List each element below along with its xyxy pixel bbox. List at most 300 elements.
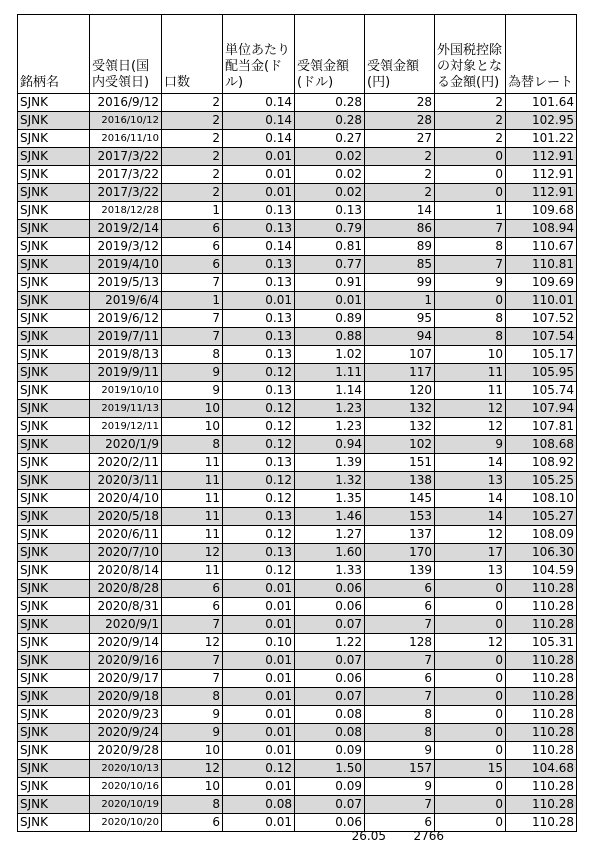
ticker-cell: SJNK bbox=[18, 472, 90, 490]
amount-yen-cell: 170 bbox=[365, 544, 435, 562]
ticker-cell: SJNK bbox=[18, 274, 90, 292]
rate-cell: 110.28 bbox=[506, 598, 577, 616]
shares-cell: 10 bbox=[162, 778, 223, 796]
amount-dollar-cell: 0.89 bbox=[295, 310, 365, 328]
amount-dollar-cell: 1.33 bbox=[295, 562, 365, 580]
amount-dollar-cell: 0.07 bbox=[295, 688, 365, 706]
header-row bbox=[18, 15, 577, 94]
ticker-cell: SJNK bbox=[18, 148, 90, 166]
table-row bbox=[18, 580, 577, 598]
rate-cell: 105.74 bbox=[506, 382, 577, 400]
tax-credit-cell: 12 bbox=[435, 400, 506, 418]
amount-dollar-cell: 0.88 bbox=[295, 328, 365, 346]
ticker-cell: SJNK bbox=[18, 778, 90, 796]
ticker-cell: SJNK bbox=[18, 688, 90, 706]
rate-cell: 110.28 bbox=[506, 652, 577, 670]
dividend-cell: 0.01 bbox=[223, 814, 295, 832]
dividend-table bbox=[17, 14, 577, 832]
tax-credit-cell: 0 bbox=[435, 148, 506, 166]
amount-dollar-cell: 1.22 bbox=[295, 634, 365, 652]
table-row bbox=[18, 112, 577, 130]
date-cell: 2019/6/4 bbox=[90, 292, 162, 310]
rate-cell: 104.68 bbox=[506, 760, 577, 778]
shares-cell: 2 bbox=[162, 184, 223, 202]
dividend-cell: 0.12 bbox=[223, 490, 295, 508]
header-exchange-rate: 為替レート bbox=[506, 15, 577, 94]
ticker-cell: SJNK bbox=[18, 364, 90, 382]
table-row bbox=[18, 148, 577, 166]
dividend-cell: 0.01 bbox=[223, 616, 295, 634]
amount-yen-cell: 117 bbox=[365, 364, 435, 382]
amount-yen-cell: 145 bbox=[365, 490, 435, 508]
tax-credit-cell: 9 bbox=[435, 274, 506, 292]
amount-yen-cell: 27 bbox=[365, 130, 435, 148]
table-row bbox=[18, 436, 577, 454]
tax-credit-cell: 8 bbox=[435, 310, 506, 328]
dividend-cell: 0.13 bbox=[223, 220, 295, 238]
date-cell: 2020/9/17 bbox=[90, 670, 162, 688]
amount-yen-cell: 2 bbox=[365, 148, 435, 166]
tax-credit-cell: 0 bbox=[435, 688, 506, 706]
tax-credit-cell: 0 bbox=[435, 616, 506, 634]
shares-cell: 7 bbox=[162, 616, 223, 634]
tax-credit-cell: 11 bbox=[435, 382, 506, 400]
table-row bbox=[18, 706, 577, 724]
date-cell: 2019/7/11 bbox=[90, 328, 162, 346]
amount-yen-cell: 107 bbox=[365, 346, 435, 364]
amount-yen-cell: 89 bbox=[365, 238, 435, 256]
amount-yen-cell: 120 bbox=[365, 382, 435, 400]
date-cell: 2020/10/20 bbox=[90, 814, 162, 832]
shares-cell: 6 bbox=[162, 256, 223, 274]
date-cell: 2020/3/11 bbox=[90, 472, 162, 490]
date-cell: 2018/12/28 bbox=[90, 202, 162, 220]
dividend-cell: 0.14 bbox=[223, 130, 295, 148]
ticker-cell: SJNK bbox=[18, 742, 90, 760]
rate-cell: 109.68 bbox=[506, 202, 577, 220]
date-cell: 2016/9/12 bbox=[90, 94, 162, 112]
ticker-cell: SJNK bbox=[18, 292, 90, 310]
header-dividend-per-share: 単位あたり配当金(ドル) bbox=[223, 15, 295, 94]
dividend-cell: 0.12 bbox=[223, 760, 295, 778]
amount-dollar-cell: 1.50 bbox=[295, 760, 365, 778]
ticker-cell: SJNK bbox=[18, 166, 90, 184]
ticker-cell: SJNK bbox=[18, 796, 90, 814]
shares-cell: 7 bbox=[162, 310, 223, 328]
date-cell: 2020/10/13 bbox=[90, 760, 162, 778]
ticker-cell: SJNK bbox=[18, 454, 90, 472]
tax-credit-cell: 11 bbox=[435, 364, 506, 382]
date-cell: 2020/5/18 bbox=[90, 508, 162, 526]
ticker-cell: SJNK bbox=[18, 220, 90, 238]
table-row bbox=[18, 508, 577, 526]
dividend-cell: 0.01 bbox=[223, 598, 295, 616]
amount-dollar-cell: 0.13 bbox=[295, 202, 365, 220]
dividend-cell: 0.14 bbox=[223, 94, 295, 112]
amount-dollar-cell: 0.08 bbox=[295, 724, 365, 742]
date-cell: 2020/9/28 bbox=[90, 742, 162, 760]
shares-cell: 10 bbox=[162, 742, 223, 760]
table-row bbox=[18, 130, 577, 148]
table-row bbox=[18, 220, 577, 238]
rate-cell: 108.68 bbox=[506, 436, 577, 454]
amount-yen-cell: 6 bbox=[365, 580, 435, 598]
amount-dollar-cell: 0.02 bbox=[295, 148, 365, 166]
total-dollar: 26.05 bbox=[351, 829, 386, 843]
amount-dollar-cell: 0.06 bbox=[295, 670, 365, 688]
shares-cell: 8 bbox=[162, 436, 223, 454]
table-row bbox=[18, 724, 577, 742]
table-row bbox=[18, 256, 577, 274]
shares-cell: 11 bbox=[162, 526, 223, 544]
tax-credit-cell: 2 bbox=[435, 94, 506, 112]
amount-dollar-cell: 0.28 bbox=[295, 112, 365, 130]
rate-cell: 110.28 bbox=[506, 688, 577, 706]
shares-cell: 11 bbox=[162, 508, 223, 526]
shares-cell: 1 bbox=[162, 202, 223, 220]
amount-dollar-cell: 0.09 bbox=[295, 778, 365, 796]
shares-cell: 9 bbox=[162, 364, 223, 382]
date-cell: 2020/4/10 bbox=[90, 490, 162, 508]
table-row bbox=[18, 418, 577, 436]
dividend-cell: 0.13 bbox=[223, 202, 295, 220]
ticker-cell: SJNK bbox=[18, 652, 90, 670]
tax-credit-cell: 0 bbox=[435, 742, 506, 760]
shares-cell: 8 bbox=[162, 688, 223, 706]
shares-cell: 12 bbox=[162, 760, 223, 778]
rate-cell: 110.67 bbox=[506, 238, 577, 256]
amount-dollar-cell: 1.32 bbox=[295, 472, 365, 490]
shares-cell: 6 bbox=[162, 580, 223, 598]
amount-yen-cell: 9 bbox=[365, 742, 435, 760]
amount-dollar-cell: 0.08 bbox=[295, 706, 365, 724]
tax-credit-cell: 0 bbox=[435, 670, 506, 688]
ticker-cell: SJNK bbox=[18, 760, 90, 778]
amount-yen-cell: 139 bbox=[365, 562, 435, 580]
date-cell: 2020/9/16 bbox=[90, 652, 162, 670]
date-cell: 2020/2/11 bbox=[90, 454, 162, 472]
rate-cell: 104.59 bbox=[506, 562, 577, 580]
rate-cell: 101.22 bbox=[506, 130, 577, 148]
amount-yen-cell: 85 bbox=[365, 256, 435, 274]
date-cell: 2017/3/22 bbox=[90, 166, 162, 184]
amount-yen-cell: 1 bbox=[365, 292, 435, 310]
amount-dollar-cell: 1.11 bbox=[295, 364, 365, 382]
amount-dollar-cell: 0.07 bbox=[295, 616, 365, 634]
dividend-cell: 0.12 bbox=[223, 436, 295, 454]
amount-yen-cell: 28 bbox=[365, 94, 435, 112]
rate-cell: 110.28 bbox=[506, 814, 577, 832]
dividend-cell: 0.01 bbox=[223, 688, 295, 706]
ticker-cell: SJNK bbox=[18, 526, 90, 544]
amount-yen-cell: 7 bbox=[365, 616, 435, 634]
rate-cell: 108.09 bbox=[506, 526, 577, 544]
amount-yen-cell: 132 bbox=[365, 400, 435, 418]
shares-cell: 7 bbox=[162, 328, 223, 346]
tax-credit-cell: 2 bbox=[435, 130, 506, 148]
dividend-cell: 0.12 bbox=[223, 472, 295, 490]
tax-credit-cell: 14 bbox=[435, 508, 506, 526]
amount-yen-cell: 28 bbox=[365, 112, 435, 130]
table-row bbox=[18, 742, 577, 760]
tax-credit-cell: 12 bbox=[435, 526, 506, 544]
tax-credit-cell: 8 bbox=[435, 328, 506, 346]
tax-credit-cell: 0 bbox=[435, 724, 506, 742]
amount-yen-cell: 153 bbox=[365, 508, 435, 526]
date-cell: 2020/10/16 bbox=[90, 778, 162, 796]
rate-cell: 105.27 bbox=[506, 508, 577, 526]
ticker-cell: SJNK bbox=[18, 382, 90, 400]
date-cell: 2020/9/24 bbox=[90, 724, 162, 742]
rate-cell: 107.81 bbox=[506, 418, 577, 436]
rate-cell: 110.28 bbox=[506, 670, 577, 688]
dividend-cell: 0.01 bbox=[223, 580, 295, 598]
amount-dollar-cell: 1.60 bbox=[295, 544, 365, 562]
date-cell: 2020/8/14 bbox=[90, 562, 162, 580]
amount-yen-cell: 7 bbox=[365, 652, 435, 670]
date-cell: 2017/3/22 bbox=[90, 184, 162, 202]
dividend-cell: 0.08 bbox=[223, 796, 295, 814]
ticker-cell: SJNK bbox=[18, 346, 90, 364]
table-row bbox=[18, 598, 577, 616]
ticker-cell: SJNK bbox=[18, 490, 90, 508]
table-row bbox=[18, 778, 577, 796]
amount-dollar-cell: 0.27 bbox=[295, 130, 365, 148]
date-cell: 2019/10/10 bbox=[90, 382, 162, 400]
amount-dollar-cell: 1.23 bbox=[295, 418, 365, 436]
shares-cell: 9 bbox=[162, 706, 223, 724]
table-row bbox=[18, 670, 577, 688]
ticker-cell: SJNK bbox=[18, 544, 90, 562]
tax-credit-cell: 7 bbox=[435, 220, 506, 238]
amount-yen-cell: 6 bbox=[365, 814, 435, 832]
amount-yen-cell: 157 bbox=[365, 760, 435, 778]
shares-cell: 10 bbox=[162, 400, 223, 418]
ticker-cell: SJNK bbox=[18, 400, 90, 418]
dividend-cell: 0.01 bbox=[223, 706, 295, 724]
shares-cell: 12 bbox=[162, 544, 223, 562]
ticker-cell: SJNK bbox=[18, 130, 90, 148]
table-row bbox=[18, 796, 577, 814]
shares-cell: 6 bbox=[162, 220, 223, 238]
rate-cell: 102.95 bbox=[506, 112, 577, 130]
date-cell: 2020/8/28 bbox=[90, 580, 162, 598]
table-row bbox=[18, 94, 577, 112]
date-cell: 2017/3/22 bbox=[90, 148, 162, 166]
shares-cell: 10 bbox=[162, 418, 223, 436]
rate-cell: 101.64 bbox=[506, 94, 577, 112]
amount-yen-cell: 95 bbox=[365, 310, 435, 328]
tax-credit-cell: 0 bbox=[435, 706, 506, 724]
amount-yen-cell: 6 bbox=[365, 670, 435, 688]
rate-cell: 110.28 bbox=[506, 796, 577, 814]
rate-cell: 105.25 bbox=[506, 472, 577, 490]
amount-yen-cell: 9 bbox=[365, 778, 435, 796]
amount-yen-cell: 128 bbox=[365, 634, 435, 652]
dividend-cell: 0.01 bbox=[223, 742, 295, 760]
dividend-cell: 0.12 bbox=[223, 562, 295, 580]
dividend-cell: 0.13 bbox=[223, 310, 295, 328]
dividend-cell: 0.01 bbox=[223, 652, 295, 670]
dividend-cell: 0.01 bbox=[223, 184, 295, 202]
amount-dollar-cell: 0.91 bbox=[295, 274, 365, 292]
table-row bbox=[18, 526, 577, 544]
tax-credit-cell: 0 bbox=[435, 652, 506, 670]
ticker-cell: SJNK bbox=[18, 706, 90, 724]
tax-credit-cell: 0 bbox=[435, 796, 506, 814]
table-row bbox=[18, 364, 577, 382]
date-cell: 2016/10/12 bbox=[90, 112, 162, 130]
shares-cell: 2 bbox=[162, 94, 223, 112]
rate-cell: 110.28 bbox=[506, 742, 577, 760]
amount-dollar-cell: 0.01 bbox=[295, 292, 365, 310]
dividend-cell: 0.10 bbox=[223, 634, 295, 652]
ticker-cell: SJNK bbox=[18, 562, 90, 580]
header-ticker: 銘柄名 bbox=[18, 15, 90, 94]
dividend-cell: 0.01 bbox=[223, 166, 295, 184]
dividend-cell: 0.12 bbox=[223, 400, 295, 418]
tax-credit-cell: 13 bbox=[435, 562, 506, 580]
rate-cell: 108.92 bbox=[506, 454, 577, 472]
table-row bbox=[18, 238, 577, 256]
table-row bbox=[18, 472, 577, 490]
amount-dollar-cell: 1.02 bbox=[295, 346, 365, 364]
tax-credit-cell: 0 bbox=[435, 580, 506, 598]
amount-yen-cell: 137 bbox=[365, 526, 435, 544]
shares-cell: 2 bbox=[162, 112, 223, 130]
date-cell: 2019/3/12 bbox=[90, 238, 162, 256]
tax-credit-cell: 13 bbox=[435, 472, 506, 490]
amount-dollar-cell: 1.14 bbox=[295, 382, 365, 400]
tax-credit-cell: 7 bbox=[435, 256, 506, 274]
rate-cell: 112.91 bbox=[506, 148, 577, 166]
dividend-cell: 0.14 bbox=[223, 112, 295, 130]
dividend-cell: 0.14 bbox=[223, 238, 295, 256]
dividend-cell: 0.13 bbox=[223, 328, 295, 346]
amount-yen-cell: 99 bbox=[365, 274, 435, 292]
rate-cell: 108.10 bbox=[506, 490, 577, 508]
shares-cell: 11 bbox=[162, 490, 223, 508]
ticker-cell: SJNK bbox=[18, 670, 90, 688]
table-row bbox=[18, 760, 577, 778]
amount-yen-cell: 138 bbox=[365, 472, 435, 490]
amount-yen-cell: 7 bbox=[365, 796, 435, 814]
total-yen: 2766 bbox=[413, 829, 444, 843]
shares-cell: 7 bbox=[162, 670, 223, 688]
ticker-cell: SJNK bbox=[18, 202, 90, 220]
rate-cell: 110.28 bbox=[506, 616, 577, 634]
date-cell: 2019/11/13 bbox=[90, 400, 162, 418]
rate-cell: 107.52 bbox=[506, 310, 577, 328]
shares-cell: 11 bbox=[162, 562, 223, 580]
table-row bbox=[18, 310, 577, 328]
ticker-cell: SJNK bbox=[18, 814, 90, 832]
tax-credit-cell: 0 bbox=[435, 598, 506, 616]
ticker-cell: SJNK bbox=[18, 328, 90, 346]
rate-cell: 106.30 bbox=[506, 544, 577, 562]
date-cell: 2020/9/1 bbox=[90, 616, 162, 634]
table-row bbox=[18, 382, 577, 400]
shares-cell: 7 bbox=[162, 274, 223, 292]
amount-dollar-cell: 1.35 bbox=[295, 490, 365, 508]
header-foreign-tax-credit: 外国税控除の対象となる金額(円) bbox=[435, 15, 506, 94]
date-cell: 2016/11/10 bbox=[90, 130, 162, 148]
table-row bbox=[18, 166, 577, 184]
tax-credit-cell: 0 bbox=[435, 778, 506, 796]
date-cell: 2019/5/13 bbox=[90, 274, 162, 292]
tax-credit-cell: 0 bbox=[435, 814, 506, 832]
rate-cell: 107.94 bbox=[506, 400, 577, 418]
ticker-cell: SJNK bbox=[18, 580, 90, 598]
ticker-cell: SJNK bbox=[18, 94, 90, 112]
ticker-cell: SJNK bbox=[18, 508, 90, 526]
amount-dollar-cell: 0.02 bbox=[295, 184, 365, 202]
table-row bbox=[18, 562, 577, 580]
table-row bbox=[18, 292, 577, 310]
shares-cell: 9 bbox=[162, 382, 223, 400]
amount-dollar-cell: 0.94 bbox=[295, 436, 365, 454]
amount-dollar-cell: 0.81 bbox=[295, 238, 365, 256]
amount-dollar-cell: 0.06 bbox=[295, 580, 365, 598]
dividend-cell: 0.12 bbox=[223, 526, 295, 544]
date-cell: 2020/7/10 bbox=[90, 544, 162, 562]
amount-yen-cell: 132 bbox=[365, 418, 435, 436]
amount-yen-cell: 8 bbox=[365, 706, 435, 724]
shares-cell: 8 bbox=[162, 796, 223, 814]
dividend-cell: 0.12 bbox=[223, 418, 295, 436]
amount-dollar-cell: 1.39 bbox=[295, 454, 365, 472]
shares-cell: 11 bbox=[162, 454, 223, 472]
dividend-cell: 0.13 bbox=[223, 544, 295, 562]
table-row bbox=[18, 202, 577, 220]
shares-cell: 2 bbox=[162, 166, 223, 184]
table-row bbox=[18, 346, 577, 364]
ticker-cell: SJNK bbox=[18, 724, 90, 742]
amount-yen-cell: 7 bbox=[365, 688, 435, 706]
ticker-cell: SJNK bbox=[18, 598, 90, 616]
header-amount-yen: 受領金額(円) bbox=[365, 15, 435, 94]
table-row bbox=[18, 616, 577, 634]
dividend-cell: 0.13 bbox=[223, 382, 295, 400]
amount-dollar-cell: 0.77 bbox=[295, 256, 365, 274]
shares-cell: 9 bbox=[162, 724, 223, 742]
shares-cell: 12 bbox=[162, 634, 223, 652]
amount-yen-cell: 2 bbox=[365, 184, 435, 202]
table-row bbox=[18, 400, 577, 418]
amount-dollar-cell: 1.46 bbox=[295, 508, 365, 526]
header-received-date: 受領日(国内受領日) bbox=[90, 15, 162, 94]
shares-cell: 6 bbox=[162, 238, 223, 256]
rate-cell: 110.81 bbox=[506, 256, 577, 274]
amount-dollar-cell: 0.02 bbox=[295, 166, 365, 184]
tax-credit-cell: 14 bbox=[435, 454, 506, 472]
amount-yen-cell: 8 bbox=[365, 724, 435, 742]
tax-credit-cell: 2 bbox=[435, 112, 506, 130]
tax-credit-cell: 0 bbox=[435, 184, 506, 202]
table-row bbox=[18, 274, 577, 292]
rate-cell: 109.69 bbox=[506, 274, 577, 292]
rate-cell: 107.54 bbox=[506, 328, 577, 346]
date-cell: 2019/6/12 bbox=[90, 310, 162, 328]
ticker-cell: SJNK bbox=[18, 616, 90, 634]
rate-cell: 112.91 bbox=[506, 166, 577, 184]
tax-credit-cell: 14 bbox=[435, 490, 506, 508]
tax-credit-cell: 0 bbox=[435, 292, 506, 310]
amount-yen-cell: 94 bbox=[365, 328, 435, 346]
dividend-cell: 0.13 bbox=[223, 454, 295, 472]
tax-credit-cell: 0 bbox=[435, 166, 506, 184]
date-cell: 2020/6/11 bbox=[90, 526, 162, 544]
